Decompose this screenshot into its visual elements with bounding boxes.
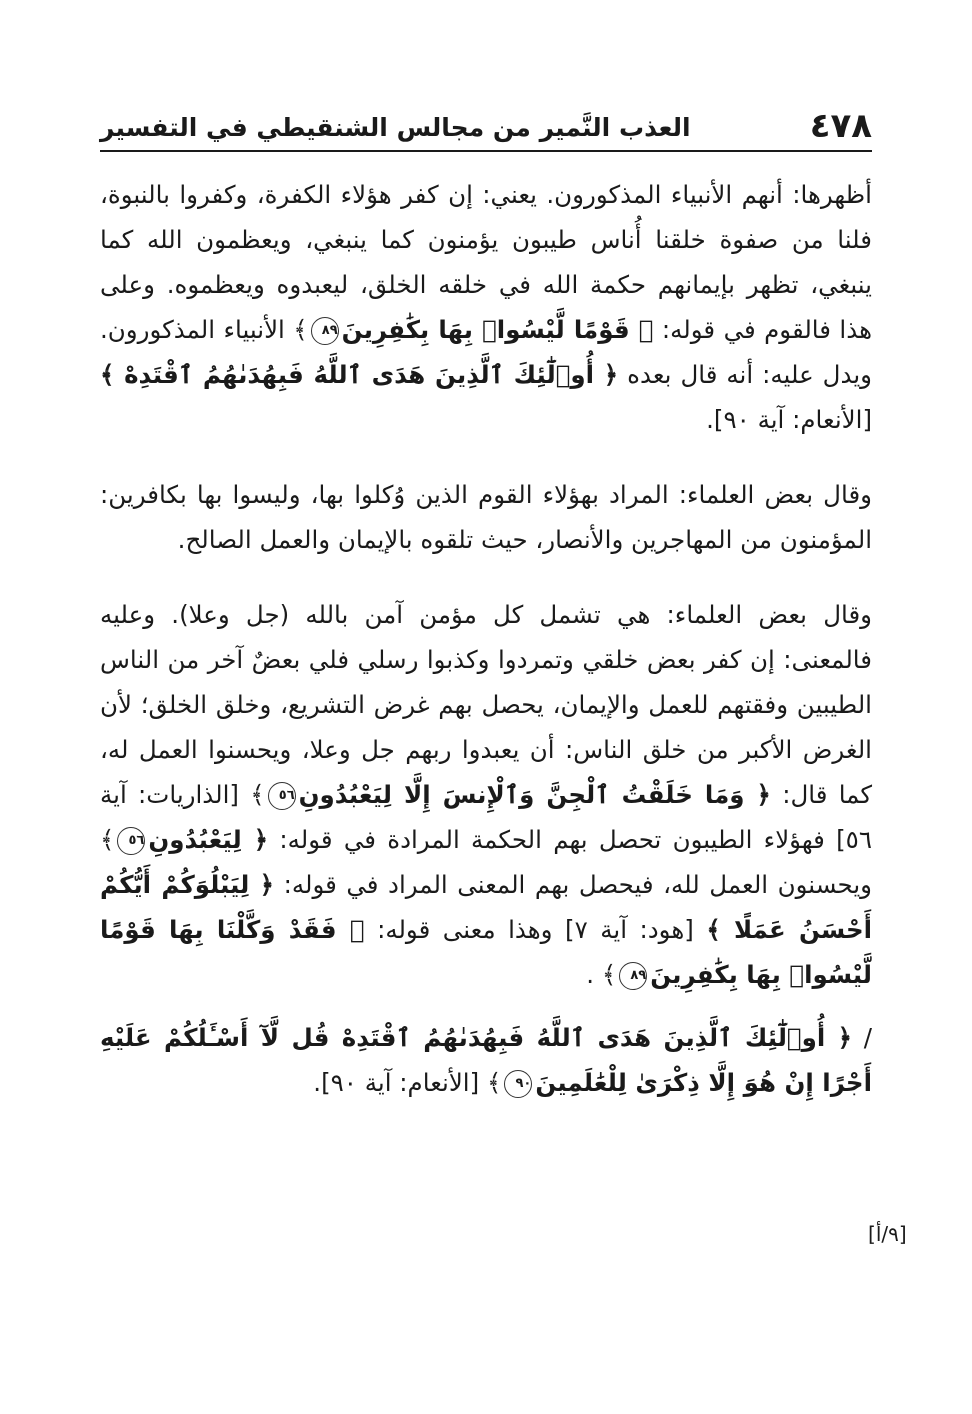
paragraph-1 — [100, 172, 872, 442]
citation: [هود: آية ٧] وهذا معنى قوله: — [377, 915, 694, 944]
page-break-slash: / — [863, 1023, 872, 1052]
verse-number-marker: ٨٩ — [619, 962, 647, 990]
citation: [الأنعام: آية ٩٠]. — [706, 405, 872, 434]
verse-number-marker: ٥٦ — [268, 782, 296, 810]
paragraph-text: ﴾ الأنبياء المذكورون. ويدل عليه: أنه قال بعده — [100, 315, 872, 389]
quran-quote: ﴿ أُو۟لَٰٓئِكَ ٱلَّذِينَ هَدَى ٱللَّهُ فَبِهُدَىٰهُمُ ٱقْتَدِهْ ﴾ — [100, 360, 619, 389]
page-header — [100, 96, 872, 152]
quran-quote: ﴿ قَوْمًا لَّيْسُوا۟ بِهَا بِكَٰفِرِينَ — [341, 315, 654, 344]
quran-quote: ﴿ أُو۟لَٰٓئِكَ ٱلَّذِينَ هَدَى ٱللَّهُ فَبِهُدَىٰهُمُ ٱقْتَدِهْ قُل لَّآ أَسْـَٔلُكُمْ عَلَيْهِ أَجْرًا إِنْ هُوَ إِلَّا ذِكْرَىٰ لِلْعَٰلَمِينَ — [100, 1023, 872, 1097]
paragraph-text: ﴾ [الذاريات: آية ٥٦] فهؤلاء الطيبون تحصل بهم الحكمة المرادة في قوله: — [100, 780, 872, 854]
page-body — [100, 172, 872, 1105]
manuscript-folio-marker: [٩/أ] — [868, 1222, 907, 1246]
quran-quote: ﴿ وَمَا خَلَقْتُ ٱلْجِنَّ وَٱلْإِنسَ إِلَّا لِيَعْبُدُونِ — [298, 780, 771, 809]
verse-number-marker: ٨٩ — [311, 317, 339, 345]
paragraph-text: ﴾ . — [586, 960, 617, 989]
paragraph-4 — [100, 1015, 872, 1105]
verse-number-marker: ٥٦ — [117, 827, 145, 855]
paragraph-text: أظهرها: أنهم الأنبياء المذكورون. يعني: إن كفر هؤلاء الكفرة، وكفروا بالنبوة، فلنا من صفوة خلقنا أُناس طيبون يؤمنون كما ينبغي، ويعظمون الله كما ينبغي، تظهر بإيمانهم حكمة الله في خلقه الخلق، ليعبدوه ويعظموه. وعلى هذا فالقوم في قوله: — [100, 180, 872, 344]
paragraph-text: وقال بعض العلماء: هي تشمل كل مؤمن آمن بالله (جل وعلا). وعليه فالمعنى: إن كفر بعض خلقي وتمردوا وكذبوا رسلي فلي بعضٌ آخر من الناس الطيبين وفقتهم للعمل والإيمان، يحصل بهم غرض التشريع، وخلق الخلق؛ لأن الغرض الأكبر من خلق الناس: أن يعبدوا ربهم جل وعلا، ويحسنوا العمل له، كما قال: — [100, 600, 873, 809]
page-number: ٤٧٨ — [809, 106, 872, 146]
quran-quote: ﴿ لِيَبْلُوَكُمْ أَيُّكُمْ أَحْسَنُ عَمَلًا ﴾ — [100, 870, 872, 944]
paragraph-text: ﴾ ويحسنون العمل لله، فيحصل بهم المعنى المراد في قوله: — [100, 825, 873, 899]
quran-quote: ﴿ لِيَعْبُدُونِ — [148, 825, 269, 854]
verse-number-marker: ٩٠ — [504, 1070, 532, 1098]
quran-quote: ﴿ فَقَدْ وَكَّلْنَا بِهَا قَوْمًا لَّيْسُوا۟ بِهَا بِكَٰفِرِينَ — [100, 915, 872, 989]
citation: ﴾ [الأنعام: آية ٩٠]. — [313, 1068, 502, 1097]
running-title: العذب النَّمير من مجالس الشنقيطي في التفسير — [100, 113, 691, 142]
paragraph-2: وقال بعض العلماء: المراد بهؤلاء القوم الذين وُكلوا بها، وليسوا بها بكافرين: المؤمنون من المهاجرين والأنصار، حيث تلقوه بالإيمان والعمل الصالح. — [100, 480, 872, 554]
paragraph-3 — [100, 592, 872, 997]
